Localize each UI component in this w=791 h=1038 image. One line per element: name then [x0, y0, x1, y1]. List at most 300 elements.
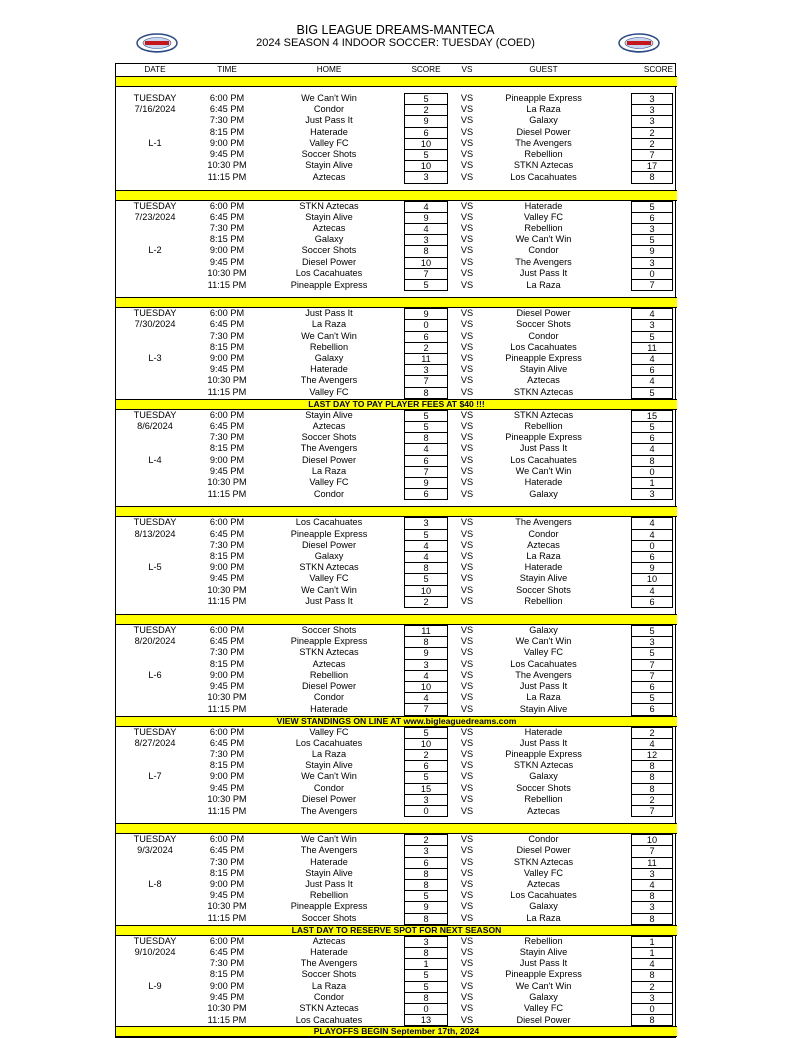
- game-row: [116, 319, 677, 330]
- game-row: [116, 540, 677, 551]
- vs-label: VS: [460, 551, 474, 562]
- date-cell: [116, 1014, 194, 1027]
- home-team: Diesel Power: [301, 539, 357, 550]
- vs-label: VS: [460, 749, 474, 760]
- home-score: 5: [404, 410, 448, 421]
- home-team: We Can't Win: [301, 584, 357, 595]
- game-row: [116, 958, 677, 969]
- game-row: [116, 421, 677, 432]
- guest-team: Galaxy: [529, 488, 558, 499]
- game-row: [116, 670, 677, 681]
- date-cell: [116, 857, 194, 868]
- date-cell: L-8: [148, 879, 162, 890]
- date-cell: 7/23/2024: [134, 211, 176, 222]
- home-team: Just Pass It: [305, 308, 353, 319]
- game-time: 11:15 PM: [207, 387, 247, 398]
- home-score: 9: [404, 212, 448, 223]
- home-score: 2: [404, 342, 448, 353]
- game-row: [116, 308, 677, 320]
- date-cell: [116, 279, 194, 291]
- game-row: [116, 585, 677, 596]
- game-time: 11:15 PM: [207, 488, 247, 499]
- home-team: Valley FC: [309, 387, 349, 398]
- guest-score: 7: [631, 845, 673, 856]
- guest-score: 3: [631, 223, 673, 234]
- guest-score: 11: [631, 342, 673, 353]
- home-score: 5: [404, 149, 448, 160]
- date-cell: L-9: [148, 980, 162, 991]
- home-score: 10: [404, 257, 448, 268]
- home-score: 6: [404, 331, 448, 342]
- date-cell: [116, 805, 194, 817]
- home-team: The Avengers: [300, 845, 358, 856]
- game-row: [116, 681, 677, 692]
- home-score: 5: [404, 93, 448, 104]
- guest-score: 2: [631, 127, 673, 138]
- date-cell: 7/30/2024: [134, 319, 176, 330]
- home-score: 2: [404, 749, 448, 760]
- guest-team: Pineapple Express: [505, 969, 582, 980]
- guest-score: 6: [631, 364, 673, 375]
- game-time: 7:30 PM: [209, 647, 245, 658]
- guest-team: STKN Aztecas: [513, 856, 574, 867]
- guest-score: 2: [631, 981, 673, 992]
- date-cell: L-2: [148, 245, 162, 256]
- home-team: Aztecas: [312, 223, 346, 234]
- date-cell: [116, 234, 194, 245]
- vs-label: VS: [460, 726, 474, 737]
- date-cell: TUESDAY: [133, 726, 177, 737]
- vs-label: VS: [460, 901, 474, 912]
- home-team: Stayin Alive: [305, 409, 353, 420]
- column-header: HOME: [316, 65, 342, 74]
- game-time: 9:45 PM: [209, 465, 245, 476]
- home-score: 9: [404, 308, 448, 319]
- game-time: 6:45 PM: [209, 947, 245, 958]
- home-score: 4: [404, 551, 448, 562]
- game-time: 6:45 PM: [209, 104, 245, 115]
- vs-label: VS: [460, 737, 474, 748]
- game-time: 8:15 PM: [209, 658, 245, 669]
- guest-score: 12: [631, 749, 673, 760]
- vs-label: VS: [460, 834, 474, 845]
- game-time: 6:00 PM: [209, 200, 245, 211]
- guest-team: The Avengers: [515, 137, 572, 148]
- date-cell: L-7: [148, 771, 162, 782]
- guest-team: STKN Aztecas: [513, 387, 574, 398]
- home-team: Pineapple Express: [290, 279, 368, 290]
- date-cell: TUESDAY: [133, 625, 177, 636]
- guest-team: Valley FC: [523, 867, 564, 878]
- date-cell: L-1: [148, 137, 162, 148]
- game-time: 6:00 PM: [209, 308, 245, 319]
- game-time: 11:15 PM: [207, 279, 247, 290]
- vs-label: VS: [460, 126, 474, 137]
- guest-team: Just Pass It: [519, 443, 568, 454]
- date-cell: [116, 783, 194, 794]
- game-row: [116, 647, 677, 658]
- game-row: [116, 692, 677, 703]
- date-cell: TUESDAY: [133, 308, 177, 319]
- vs-label: VS: [460, 256, 474, 267]
- vs-label: VS: [460, 856, 474, 867]
- home-team: We Can't Win: [301, 93, 357, 103]
- home-team: STKN Aztecas: [299, 200, 359, 211]
- home-score: 7: [404, 466, 448, 477]
- week-separator: [116, 77, 677, 87]
- guest-score: 4: [631, 958, 673, 969]
- notice-text: LAST DAY TO RESERVE SPOT FOR NEXT SEASON: [116, 925, 677, 935]
- guest-score: 3: [631, 104, 673, 115]
- game-row: [116, 353, 677, 364]
- home-team: Valley FC: [309, 573, 349, 584]
- game-row: [116, 625, 677, 637]
- home-team: Valley FC: [309, 137, 349, 148]
- date-cell: [116, 913, 194, 926]
- guest-score: 6: [631, 681, 673, 692]
- game-row: [116, 1003, 677, 1014]
- notice-banner: [116, 1027, 677, 1037]
- home-score: 9: [404, 647, 448, 658]
- date-cell: [116, 958, 194, 969]
- home-score: 13: [404, 1014, 448, 1026]
- home-team: Diesel Power: [301, 793, 357, 804]
- page-header: [0, 24, 791, 49]
- guest-score: 4: [631, 738, 673, 749]
- vs-label: VS: [460, 760, 474, 771]
- guest-score: 6: [631, 551, 673, 562]
- game-time: 6:00 PM: [209, 726, 245, 737]
- home-score: 3: [404, 659, 448, 670]
- home-team: The Avengers: [300, 443, 358, 454]
- game-row: [116, 573, 677, 584]
- guest-team: The Avengers: [515, 669, 572, 680]
- home-score: 8: [404, 432, 448, 443]
- home-score: 9: [404, 477, 448, 488]
- guest-team: We Can't Win: [515, 234, 572, 245]
- date-cell: [116, 596, 194, 608]
- vs-label: VS: [460, 267, 474, 278]
- guest-team: Valley FC: [523, 1003, 564, 1014]
- date-cell: [116, 868, 194, 879]
- vs-label: VS: [460, 319, 474, 330]
- vs-label: VS: [460, 669, 474, 680]
- notice-text: VIEW STANDINGS ON LINE AT www.bigleaguedreams.com: [116, 716, 677, 726]
- date-cell: [116, 573, 194, 584]
- guest-team: Galaxy: [529, 991, 558, 1002]
- home-team: Just Pass It: [305, 596, 353, 607]
- date-cell: 9/3/2024: [137, 845, 173, 856]
- date-cell: [116, 692, 194, 703]
- vs-label: VS: [460, 771, 474, 782]
- home-team: Galaxy: [314, 353, 344, 364]
- guest-score: 3: [631, 488, 673, 500]
- game-row: [116, 364, 677, 375]
- notice-text: LAST DAY TO PAY PLAYER FEES AT $40 !!!: [116, 399, 677, 409]
- guest-score: 3: [631, 115, 673, 126]
- game-time: 6:00 PM: [209, 834, 245, 845]
- guest-team: Stayin Alive: [519, 573, 568, 584]
- guest-team: Diesel Power: [516, 126, 571, 137]
- guest-score: 3: [631, 868, 673, 879]
- date-cell: [116, 477, 194, 488]
- date-cell: L-4: [148, 454, 162, 465]
- guest-team: Soccer Shots: [516, 782, 571, 793]
- game-time: 7:30 PM: [209, 749, 245, 760]
- home-score: 6: [404, 760, 448, 771]
- home-score: 7: [404, 375, 448, 386]
- home-team: Soccer Shots: [301, 432, 357, 443]
- vs-label: VS: [460, 584, 474, 595]
- game-time: 6:45 PM: [209, 636, 245, 647]
- guest-team: Aztecas: [527, 879, 560, 890]
- game-time: 7:30 PM: [209, 223, 245, 234]
- home-score: 3: [404, 234, 448, 245]
- game-time: 11:15 PM: [207, 805, 247, 816]
- guest-team: Galaxy: [529, 115, 558, 126]
- vs-label: VS: [460, 477, 474, 488]
- home-score: 5: [404, 529, 448, 540]
- guest-score: 8: [631, 760, 673, 771]
- home-team: Just Pass It: [305, 879, 353, 890]
- game-row: [116, 160, 677, 171]
- guest-score: 5: [631, 201, 673, 212]
- game-time: 8:15 PM: [209, 867, 245, 878]
- home-score: 3: [404, 845, 448, 856]
- game-time: 10:30 PM: [207, 160, 247, 171]
- home-score: 5: [404, 771, 448, 782]
- guest-score: 5: [631, 331, 673, 342]
- vs-label: VS: [460, 539, 474, 550]
- guest-score: 2: [631, 794, 673, 805]
- date-cell: [116, 703, 194, 716]
- guest-score: 9: [631, 562, 673, 573]
- game-time: 9:00 PM: [209, 980, 245, 991]
- guest-score: 0: [631, 1003, 673, 1014]
- game-time: 8:15 PM: [209, 234, 245, 245]
- guest-team: Rebellion: [524, 596, 563, 607]
- vs-label: VS: [460, 596, 474, 607]
- guest-score: 17: [631, 160, 673, 171]
- notice-banner: [116, 399, 677, 409]
- guest-team: Pineapple Express: [505, 93, 582, 103]
- home-score: 4: [404, 670, 448, 681]
- vs-label: VS: [460, 160, 474, 171]
- guest-score: 15: [631, 410, 673, 421]
- home-team: Diesel Power: [301, 681, 357, 692]
- date-cell: [116, 443, 194, 454]
- home-team: Galaxy: [314, 234, 344, 245]
- game-time: 6:45 PM: [209, 737, 245, 748]
- guest-score: 1: [631, 947, 673, 958]
- game-time: 10:30 PM: [207, 477, 247, 488]
- vs-label: VS: [460, 517, 474, 528]
- game-row: [116, 104, 677, 115]
- date-cell: [116, 540, 194, 551]
- home-score: 2: [404, 104, 448, 115]
- guest-team: The Avengers: [515, 256, 572, 267]
- guest-team: Rebellion: [524, 149, 563, 160]
- game-row: [116, 375, 677, 386]
- guest-score: 6: [631, 703, 673, 715]
- home-team: STKN Aztecas: [299, 562, 359, 573]
- home-team: Rebellion: [309, 341, 349, 352]
- game-row: [116, 562, 677, 573]
- guest-team: Pineapple Express: [505, 749, 582, 760]
- guest-score: 3: [631, 257, 673, 268]
- home-score: 5: [404, 727, 448, 738]
- date-cell: [116, 115, 194, 126]
- home-score: 6: [404, 488, 448, 500]
- home-team: Diesel Power: [301, 256, 357, 267]
- game-row: [116, 834, 677, 846]
- guest-score: 10: [631, 834, 673, 845]
- game-row: [116, 443, 677, 454]
- game-row: [116, 212, 677, 223]
- game-time: 11:15 PM: [207, 703, 247, 714]
- game-row: [116, 477, 677, 488]
- guest-score: 4: [631, 308, 673, 319]
- home-team: Valley FC: [309, 726, 349, 737]
- league-logo-left: [135, 32, 179, 54]
- home-team: Aztecas: [312, 171, 346, 182]
- guest-team: Haterade: [524, 726, 563, 737]
- game-time: 9:45 PM: [209, 256, 245, 267]
- game-row: [116, 749, 677, 760]
- home-team: Valley FC: [309, 477, 349, 488]
- column-header: TIME: [217, 65, 237, 74]
- home-team: The Avengers: [300, 805, 358, 816]
- guest-team: Stayin Alive: [519, 364, 568, 375]
- home-team: Soccer Shots: [301, 625, 357, 636]
- guest-team: Just Pass It: [519, 737, 568, 748]
- home-team: La Raza: [311, 980, 347, 991]
- date-cell: [116, 760, 194, 771]
- home-team: Rebellion: [309, 669, 349, 680]
- home-team: Condor: [313, 488, 345, 499]
- home-team: STKN Aztecas: [299, 1003, 359, 1014]
- home-team: Aztecas: [312, 658, 346, 669]
- game-time: 6:00 PM: [209, 93, 245, 103]
- guest-team: Condor: [528, 330, 559, 341]
- guest-score: 1: [631, 477, 673, 488]
- home-score: 5: [404, 573, 448, 584]
- game-row: [116, 596, 677, 608]
- home-team: Stayin Alive: [305, 160, 353, 171]
- guest-team: Los Cacahuates: [510, 171, 577, 182]
- game-row: [116, 845, 677, 856]
- date-cell: [116, 160, 194, 171]
- home-team: Stayin Alive: [305, 760, 353, 771]
- home-team: Pineapple Express: [290, 636, 368, 647]
- guest-team: Stayin Alive: [519, 703, 568, 714]
- vs-label: VS: [460, 562, 474, 573]
- home-score: 4: [404, 443, 448, 454]
- home-score: 8: [404, 387, 448, 399]
- game-row: [116, 517, 677, 529]
- home-team: Pineapple Express: [290, 528, 368, 539]
- game-time: 9:00 PM: [209, 454, 245, 465]
- date-cell: 8/27/2024: [134, 737, 176, 748]
- vs-label: VS: [460, 692, 474, 703]
- guest-team: STKN Aztecas: [513, 760, 574, 771]
- date-cell: [116, 794, 194, 805]
- game-row: [116, 760, 677, 771]
- vs-label: VS: [460, 1014, 474, 1025]
- vs-label: VS: [460, 341, 474, 352]
- vs-label: VS: [460, 353, 474, 364]
- game-row: [116, 771, 677, 782]
- home-score: 8: [404, 636, 448, 647]
- vs-label: VS: [460, 443, 474, 454]
- home-team: Los Cacahuates: [295, 1014, 363, 1025]
- guest-team: Galaxy: [529, 625, 558, 636]
- home-score: 0: [404, 805, 448, 817]
- game-row: [116, 726, 677, 738]
- game-row: [116, 783, 677, 794]
- vs-label: VS: [460, 375, 474, 386]
- vs-label: VS: [460, 200, 474, 211]
- guest-team: Rebellion: [524, 793, 563, 804]
- vs-label: VS: [460, 805, 474, 816]
- guest-team: Aztecas: [527, 375, 560, 386]
- vs-label: VS: [460, 969, 474, 980]
- game-time: 6:00 PM: [209, 625, 245, 636]
- league-logo-right: [617, 32, 661, 54]
- home-team: Los Cacahuates: [295, 267, 363, 278]
- date-cell: L-6: [148, 669, 162, 680]
- date-cell: 9/10/2024: [134, 947, 176, 958]
- home-score: 8: [404, 992, 448, 1003]
- game-time: 9:00 PM: [209, 353, 245, 364]
- column-header: GUEST: [529, 65, 558, 74]
- home-score: 3: [404, 936, 448, 947]
- date-cell: [116, 127, 194, 138]
- game-time: 9:45 PM: [209, 782, 245, 793]
- guest-team: The Avengers: [515, 517, 572, 528]
- date-cell: TUESDAY: [133, 834, 177, 845]
- guest-team: La Raza: [526, 551, 561, 562]
- vs-label: VS: [460, 980, 474, 991]
- game-time: 7:30 PM: [209, 958, 245, 969]
- vs-label: VS: [460, 364, 474, 375]
- home-team: Stayin Alive: [305, 211, 353, 222]
- game-time: 9:45 PM: [209, 991, 245, 1002]
- home-score: 6: [404, 857, 448, 868]
- guest-score: 3: [631, 93, 673, 104]
- date-cell: [116, 890, 194, 901]
- home-score: 4: [404, 201, 448, 212]
- home-score: 6: [404, 455, 448, 466]
- vs-label: VS: [460, 879, 474, 890]
- home-team: Los Cacahuates: [295, 737, 363, 748]
- home-team: Condor: [313, 782, 345, 793]
- home-score: 4: [404, 540, 448, 551]
- home-team: Stayin Alive: [305, 867, 353, 878]
- home-score: 8: [404, 947, 448, 958]
- vs-label: VS: [460, 658, 474, 669]
- guest-team: Just Pass It: [519, 958, 568, 969]
- guest-team: Haterade: [524, 477, 563, 488]
- date-cell: [116, 585, 194, 596]
- game-time: 10:30 PM: [207, 267, 247, 278]
- home-team: Pineapple Express: [290, 901, 368, 912]
- guest-score: 8: [631, 783, 673, 794]
- date-cell: TUESDAY: [133, 93, 177, 103]
- week-separator: [116, 298, 677, 308]
- home-score: 10: [404, 138, 448, 149]
- home-team: Haterade: [310, 126, 348, 137]
